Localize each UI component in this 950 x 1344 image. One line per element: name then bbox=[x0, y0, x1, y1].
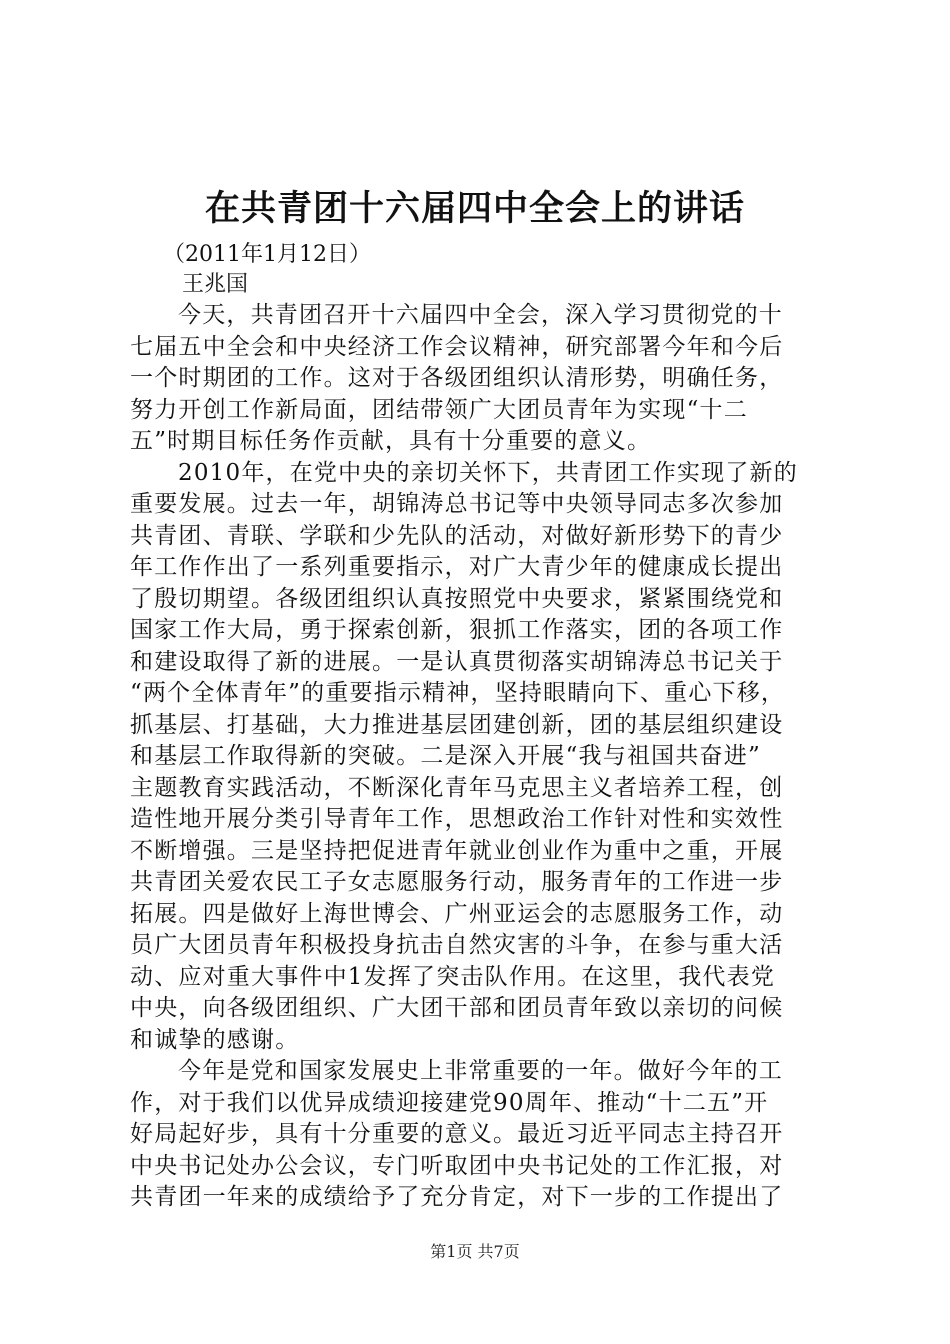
paragraph-line: 拓展。四是做好上海世博会、广州亚运会的志愿服务工作，动 bbox=[130, 900, 784, 927]
document-body bbox=[130, 300, 830, 1214]
paragraph-line: 努力开创工作新局面，团结带领广大团员青年为实现“十二 bbox=[130, 396, 748, 423]
paragraph-line: 员广大团员青年积极投身抗击自然灾害的斗争，在参与重大活 bbox=[130, 932, 784, 958]
paragraph-line: 动、应对重大事件中1发挥了突击队作用。在这里，我代表党 bbox=[130, 963, 776, 990]
paragraph-line: 共青团一年来的成绩给予了充分肯定，对下一步的工作提出了 bbox=[130, 1184, 784, 1210]
paragraph bbox=[130, 1056, 830, 1214]
speech-date: （2011年1月12日） bbox=[163, 242, 371, 267]
paragraph-line: 年工作作出了一系列重要指示，对广大青少年的健康成长提出 bbox=[130, 554, 784, 580]
paragraph-line: 抓基层、打基础，大力推进基层团建创新，团的基层组织建设 bbox=[130, 711, 784, 738]
paragraph-line: 主题教育实践活动，不断深化青年马克思主义者培养工程，创 bbox=[130, 774, 784, 801]
paragraph bbox=[130, 300, 830, 458]
paragraph-line: 今年是党和国家发展史上非常重要的一年。做好今年的工 bbox=[178, 1058, 783, 1084]
paragraph-line: 了殷切期望。各级团组织认真按照党中央要求，紧紧围绕党和 bbox=[130, 585, 784, 612]
paragraph-line: 共青团关爱农民工子女志愿服务行动，服务青年的工作进一步 bbox=[130, 869, 784, 895]
paragraph-line: 共青团、青联、学联和少先队的活动，对做好新形势下的青少 bbox=[130, 522, 784, 549]
paragraph-line: 作，对于我们以优异成绩迎接建党90周年、推动“十二五”开 bbox=[130, 1089, 769, 1116]
paragraph bbox=[130, 458, 830, 1057]
paragraph-line: 一个时期团的工作。这对于各级团组织认清形势，明确任务， bbox=[130, 365, 784, 391]
paragraph-line: 今天，共青团召开十六届四中全会，深入学习贯彻党的十 bbox=[178, 302, 783, 328]
paragraph-line: 国家工作大局，勇于探索创新，狠抓工作落实，团的各项工作 bbox=[130, 617, 784, 643]
paragraph-line: 中央，向各级团组织、广大团干部和团员青年致以亲切的问候 bbox=[130, 995, 784, 1021]
page-footer: 第1页 共7页 bbox=[430, 1242, 520, 1261]
paragraph-line: 和基层工作取得新的突破。二是深入开展“我与祖国共奋进” bbox=[130, 743, 761, 769]
paragraph-line: 中央书记处办公会议，专门听取团中央书记处的工作汇报，对 bbox=[130, 1152, 784, 1179]
paragraph-line: 和建设取得了新的进展。一是认真贯彻落实胡锦涛总书记关于 bbox=[130, 648, 784, 675]
paragraph-line: “两个全体青年”的重要指示精神，坚持眼睛向下、重心下移， bbox=[130, 680, 786, 706]
paragraph-line: 和诚挚的感谢。 bbox=[130, 1026, 300, 1053]
paragraph-line: 重要发展。过去一年，胡锦涛总书记等中央领导同志多次参加 bbox=[130, 491, 784, 517]
document-title: 在共青团十六届四中全会上的讲话 bbox=[204, 188, 745, 229]
paragraph-line: 七届五中全会和中央经济工作会议精神，研究部署今年和今后 bbox=[130, 333, 784, 360]
paragraph-line: 2010年，在党中央的亲切关怀下，共青团工作实现了新的 bbox=[178, 459, 798, 486]
paragraph-line: 好局起好步，具有十分重要的意义。最近习近平同志主持召开 bbox=[130, 1121, 784, 1147]
paragraph-line: 不断增强。三是坚持把促进青年就业创业作为重中之重，开展 bbox=[130, 837, 784, 864]
speaker-name: 王兆国 bbox=[182, 272, 249, 297]
paragraph-line: 五”时期目标任务作贡献，具有十分重要的意义。 bbox=[130, 428, 652, 454]
paragraph-line: 造性地开展分类引导青年工作，思想政治工作针对性和实效性 bbox=[130, 806, 784, 832]
